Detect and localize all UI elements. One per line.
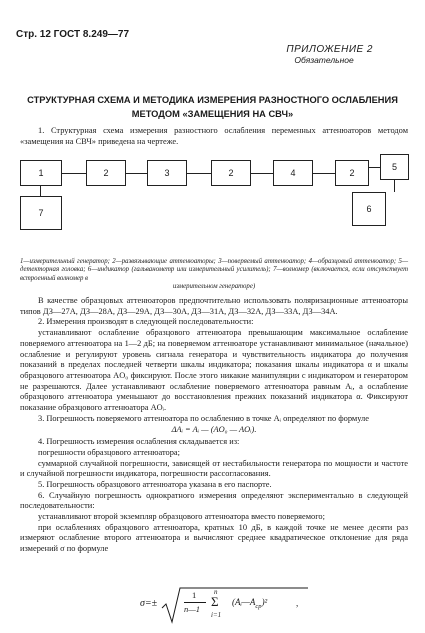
section-title-line-1: СТРУКТУРНАЯ СХЕМА И МЕТОДИКА ИЗМЕРЕНИЯ РАЗНОСТНОГО ОСЛАБЛЕНИЯ [27, 95, 398, 105]
connector [62, 173, 86, 174]
paragraph: устанавливают второй экземпляр образцового аттенюатора вместо поверяемого; [38, 512, 325, 522]
appendix-title: ПРИЛОЖЕНИЕ 2 [286, 44, 373, 55]
block-2c: 2 [335, 160, 369, 186]
paragraph: 3. Погрешность поверяемого аттенюатора по ослаблению в точке Aᵢ определяют по формуле [38, 413, 369, 423]
fraction-numerator: 1 [192, 590, 197, 600]
appendix-subtitle: Обязательное [294, 55, 354, 65]
paragraph: 6. Случайную погрешность однократного измерения определяют экспериментально в следующей последовательности: [20, 490, 408, 511]
formula-comma: , [296, 598, 299, 608]
connector [251, 173, 273, 174]
block-2b: 2 [211, 160, 251, 186]
paragraph: суммарной случайной погрешности, зависящей от нестабильности генератора по мощности и частоте и случайной погрешности индикатора, погрешности рассогласования. [20, 458, 408, 479]
block-6: 6 [352, 192, 386, 226]
block-4: 4 [273, 160, 313, 186]
connector [187, 173, 211, 174]
method-text [20, 296, 408, 555]
paragraph: погрешности образцового аттенюатора; [38, 447, 180, 457]
formula-lhs: σ=± [140, 598, 158, 609]
connector [369, 167, 380, 168]
connector [126, 173, 147, 174]
paragraph: В качестве образцовых аттенюаторов предпочтительно использовать поляризационные аттенюаторы типов ДЗ—27А, ДЗ—28А, ДЗ—29А, ДЗ—30А, ДЗ—31А, ДЗ—32А, ДЗ—33А, ДЗ—34А. [20, 296, 408, 316]
sum-symbol: Σ [211, 594, 219, 609]
paragraph: при ослаблениях образцового аттенюатора, кратных 10 дБ, в каждой точке не менее десяти раз измеряют ослабление второго аттенюатора и вычисляют среднее квадратическое отклонение для ряда измерений σ по формуле [20, 522, 408, 554]
page-header: Стр. 12 ГОСТ 8.249—77 [16, 29, 130, 40]
section-title-line-2: МЕТОДОМ «ЗАМЕЩЕНИЯ НА СВЧ» [131, 109, 294, 119]
sum-term-main: (Aᵢ—A [232, 597, 256, 607]
paragraph: 5. Погрешность образцового аттенюатора указана в его паспорте. [38, 479, 272, 489]
block-3: 3 [147, 160, 187, 186]
legend-text: 1—измерительный генератор; 2—развязывающие аттенюаторы; 3—поверяемый аттенюатор; 4—образцовый аттенюатор; 5—детекторная головка; 6—индикатор (гальванометр или измерительный усилитель); 7—волномер (включается, если отсутствует встроенный волномер в [20, 258, 408, 282]
equation-1: ΔAᵢ = Aᵢ — (AO₀ — AOᵢ). [171, 425, 257, 435]
intro-paragraph: 1. Структурная схема измерения разностного ослабления переменных аттенюаторов методом «замещения на СВЧ» приведена на чертеже. [20, 126, 408, 146]
paragraph: 2. Измерения производят в следующей последовательности: [38, 317, 254, 327]
block-5: 5 [380, 154, 409, 180]
sum-term-end: )² [261, 597, 268, 607]
paragraph: 4. Погрешность измерения ослабления складывается из: [38, 437, 240, 447]
sum-term [232, 597, 267, 610]
sum-top: n [214, 588, 218, 596]
block-2a: 2 [86, 160, 126, 186]
block-1: 1 [20, 160, 62, 186]
sum-bottom: i=1 [211, 611, 222, 619]
paragraph: устанавливают ослабление образцового аттенюатора превышающим максимальное ослабление поверяемого аттенюатора на 1—2 дБ; на поверяемом аттенюаторе устанавливают минимальное (начальное) ослабление и регулируют уровень сигнала генератора и чувствительность индикатора до получения показаний в пределах последней четверти шкалы индикатора; показания шкалы индикатора α и шкалы образцового аттенюатора AO₀ фиксируют. После этого никакие манипуляции с индикатором и генератором не разрешаются. Далее устанавливают ослабление поверяемого аттенюатора равным Aᵢ, а ослабление образцового аттенюатора уменьшают до восстановления прежних показаний индикатора α. Фиксируют показание образцового аттенюатора AOᵢ. [20, 328, 408, 413]
sum-term-subscript: ср [255, 602, 262, 610]
legend-last-line: измерительном генераторе) [172, 282, 256, 290]
fraction-bar [184, 602, 206, 603]
connector [394, 180, 395, 192]
appendix-label [286, 44, 373, 65]
connector [313, 173, 335, 174]
section-title [20, 93, 405, 121]
sigma-formula [0, 586, 425, 626]
block-7: 7 [20, 196, 62, 230]
connector [40, 186, 41, 196]
block-diagram [0, 150, 425, 250]
fraction-denominator: n—1 [184, 604, 201, 614]
diagram-legend [20, 258, 408, 291]
